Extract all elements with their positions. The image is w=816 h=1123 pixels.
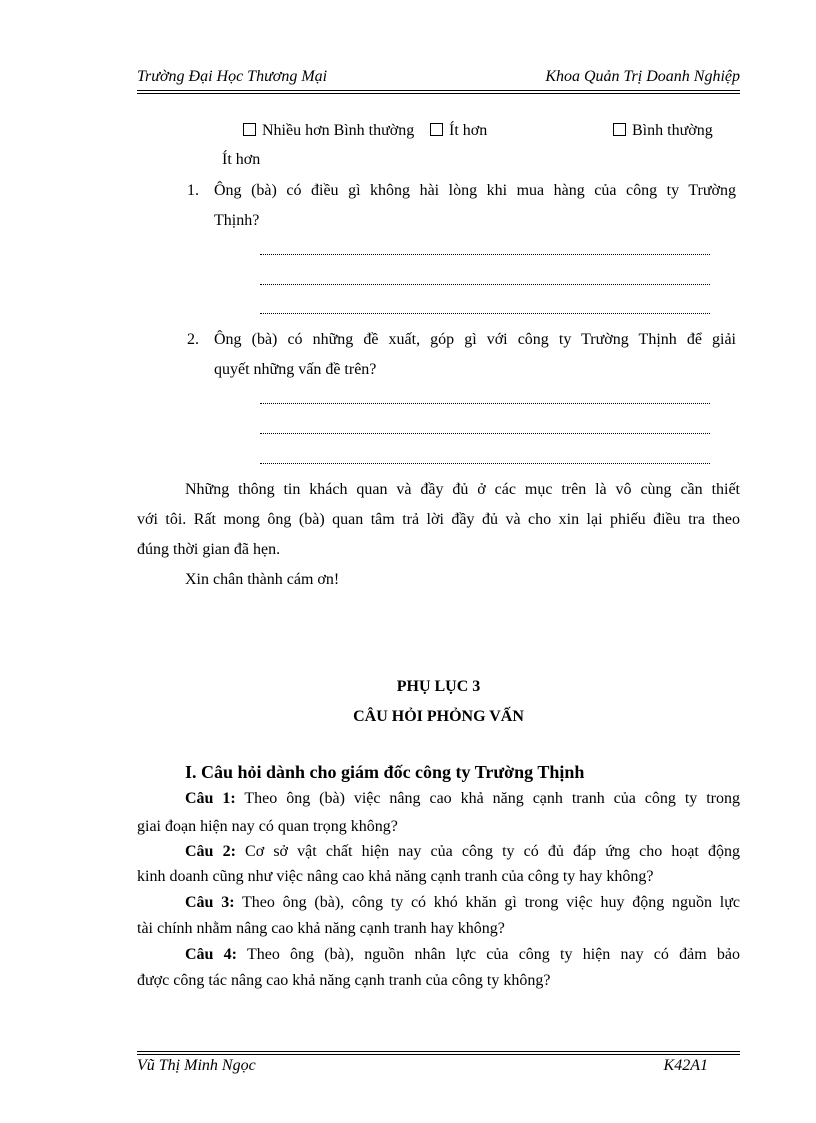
question-label: Câu 3: [185, 894, 235, 911]
question-label: Câu 2: [185, 843, 236, 860]
header-left: Trường Đại Học Thương Mại [137, 68, 328, 85]
question-number: 1. [187, 182, 199, 199]
section-heading: I. Câu hỏi dành cho giám đốc công ty Trường Thịnh [185, 762, 585, 782]
interview-question-cont: được công tác nâng cao khả năng cạnh tranh của công ty không? [137, 972, 551, 989]
question-text: Ông (bà) có những đề xuất, góp gì với công ty Trường Thịnh để giải [214, 331, 736, 348]
option-label: Nhiều hơn Bình thường [262, 122, 415, 139]
answer-line[interactable] [260, 282, 710, 285]
answer-line[interactable] [260, 252, 710, 255]
question-text: Cơ sở vật chất hiện nay của công ty có đủ đáp ứng cho hoạt động [235, 843, 741, 860]
question-label: Câu 4: [185, 946, 238, 963]
question-text-cont: quyết những vấn đề trên? [214, 361, 377, 378]
question-text: Theo ông (bà), công ty có khó khăn gì trong việc huy động nguồn lực [234, 894, 741, 911]
appendix-subtitle: CÂU HỎI PHỎNG VẤN [353, 708, 524, 725]
answer-line[interactable] [260, 401, 710, 404]
option-less-2: Ít hơn [222, 151, 261, 168]
appendix-title: PHỤ LỤC 3 [396, 678, 481, 695]
option-less[interactable] [430, 122, 487, 140]
interview-question [185, 894, 740, 912]
option-label: Bình thường [632, 122, 713, 139]
footer-class: K42A1 [663, 1057, 708, 1074]
question-text: Theo ông (bà), nguồn nhân lực của công ty hiện nay có đảm bảo [237, 946, 741, 963]
footer-rule-2 [137, 1054, 740, 1055]
checkbox-icon[interactable] [613, 123, 626, 136]
option-label: Ít hơn [449, 122, 488, 139]
question-text-cont: Thịnh? [214, 212, 260, 229]
option-normal[interactable] [613, 122, 713, 140]
interview-question-cont: giai đoạn hiện nay có quan trọng không? [137, 818, 398, 835]
header-rule [137, 90, 740, 91]
question-label: Câu 1: [185, 790, 236, 807]
question-text: Ông (bà) có điều gì không hài lòng khi mua hàng của công ty Trường [214, 182, 736, 199]
interview-question [185, 946, 740, 964]
closing-line: với tôi. Rất mong ông (bà) quan tâm trả lời đầy đủ và cho xin lại phiếu điều tra theo [137, 511, 740, 528]
checkbox-icon[interactable] [430, 123, 443, 136]
answer-line[interactable] [260, 431, 710, 434]
header-rule-2 [137, 93, 740, 94]
option-more[interactable] [243, 122, 414, 140]
interview-question-cont: kinh doanh cũng như việc nâng cao khả năng cạnh tranh của công ty hay không? [137, 868, 654, 885]
footer-rule [137, 1051, 740, 1052]
checkbox-icon[interactable] [243, 123, 256, 136]
footer-author: Vũ Thị Minh Ngọc [137, 1057, 256, 1074]
thanks: Xin chân thành cám ơn! [185, 571, 340, 588]
interview-question-cont: tài chính nhằm nâng cao khả năng cạnh tranh hay không? [137, 920, 505, 937]
question-text: Theo ông (bà) việc nâng cao khả năng cạnh tranh của công ty trong [235, 790, 741, 807]
closing-line: Những thông tin khách quan và đầy đủ ở các mục trên là vô cùng cần thiết [185, 481, 740, 498]
question-number: 2. [187, 331, 199, 348]
interview-question [185, 843, 740, 861]
answer-line[interactable] [260, 311, 710, 314]
closing-line: đúng thời gian đã hẹn. [137, 541, 281, 558]
answer-line[interactable] [260, 461, 710, 464]
header-right: Khoa Quản Trị Doanh Nghiệp [545, 68, 740, 85]
interview-question [185, 790, 740, 808]
